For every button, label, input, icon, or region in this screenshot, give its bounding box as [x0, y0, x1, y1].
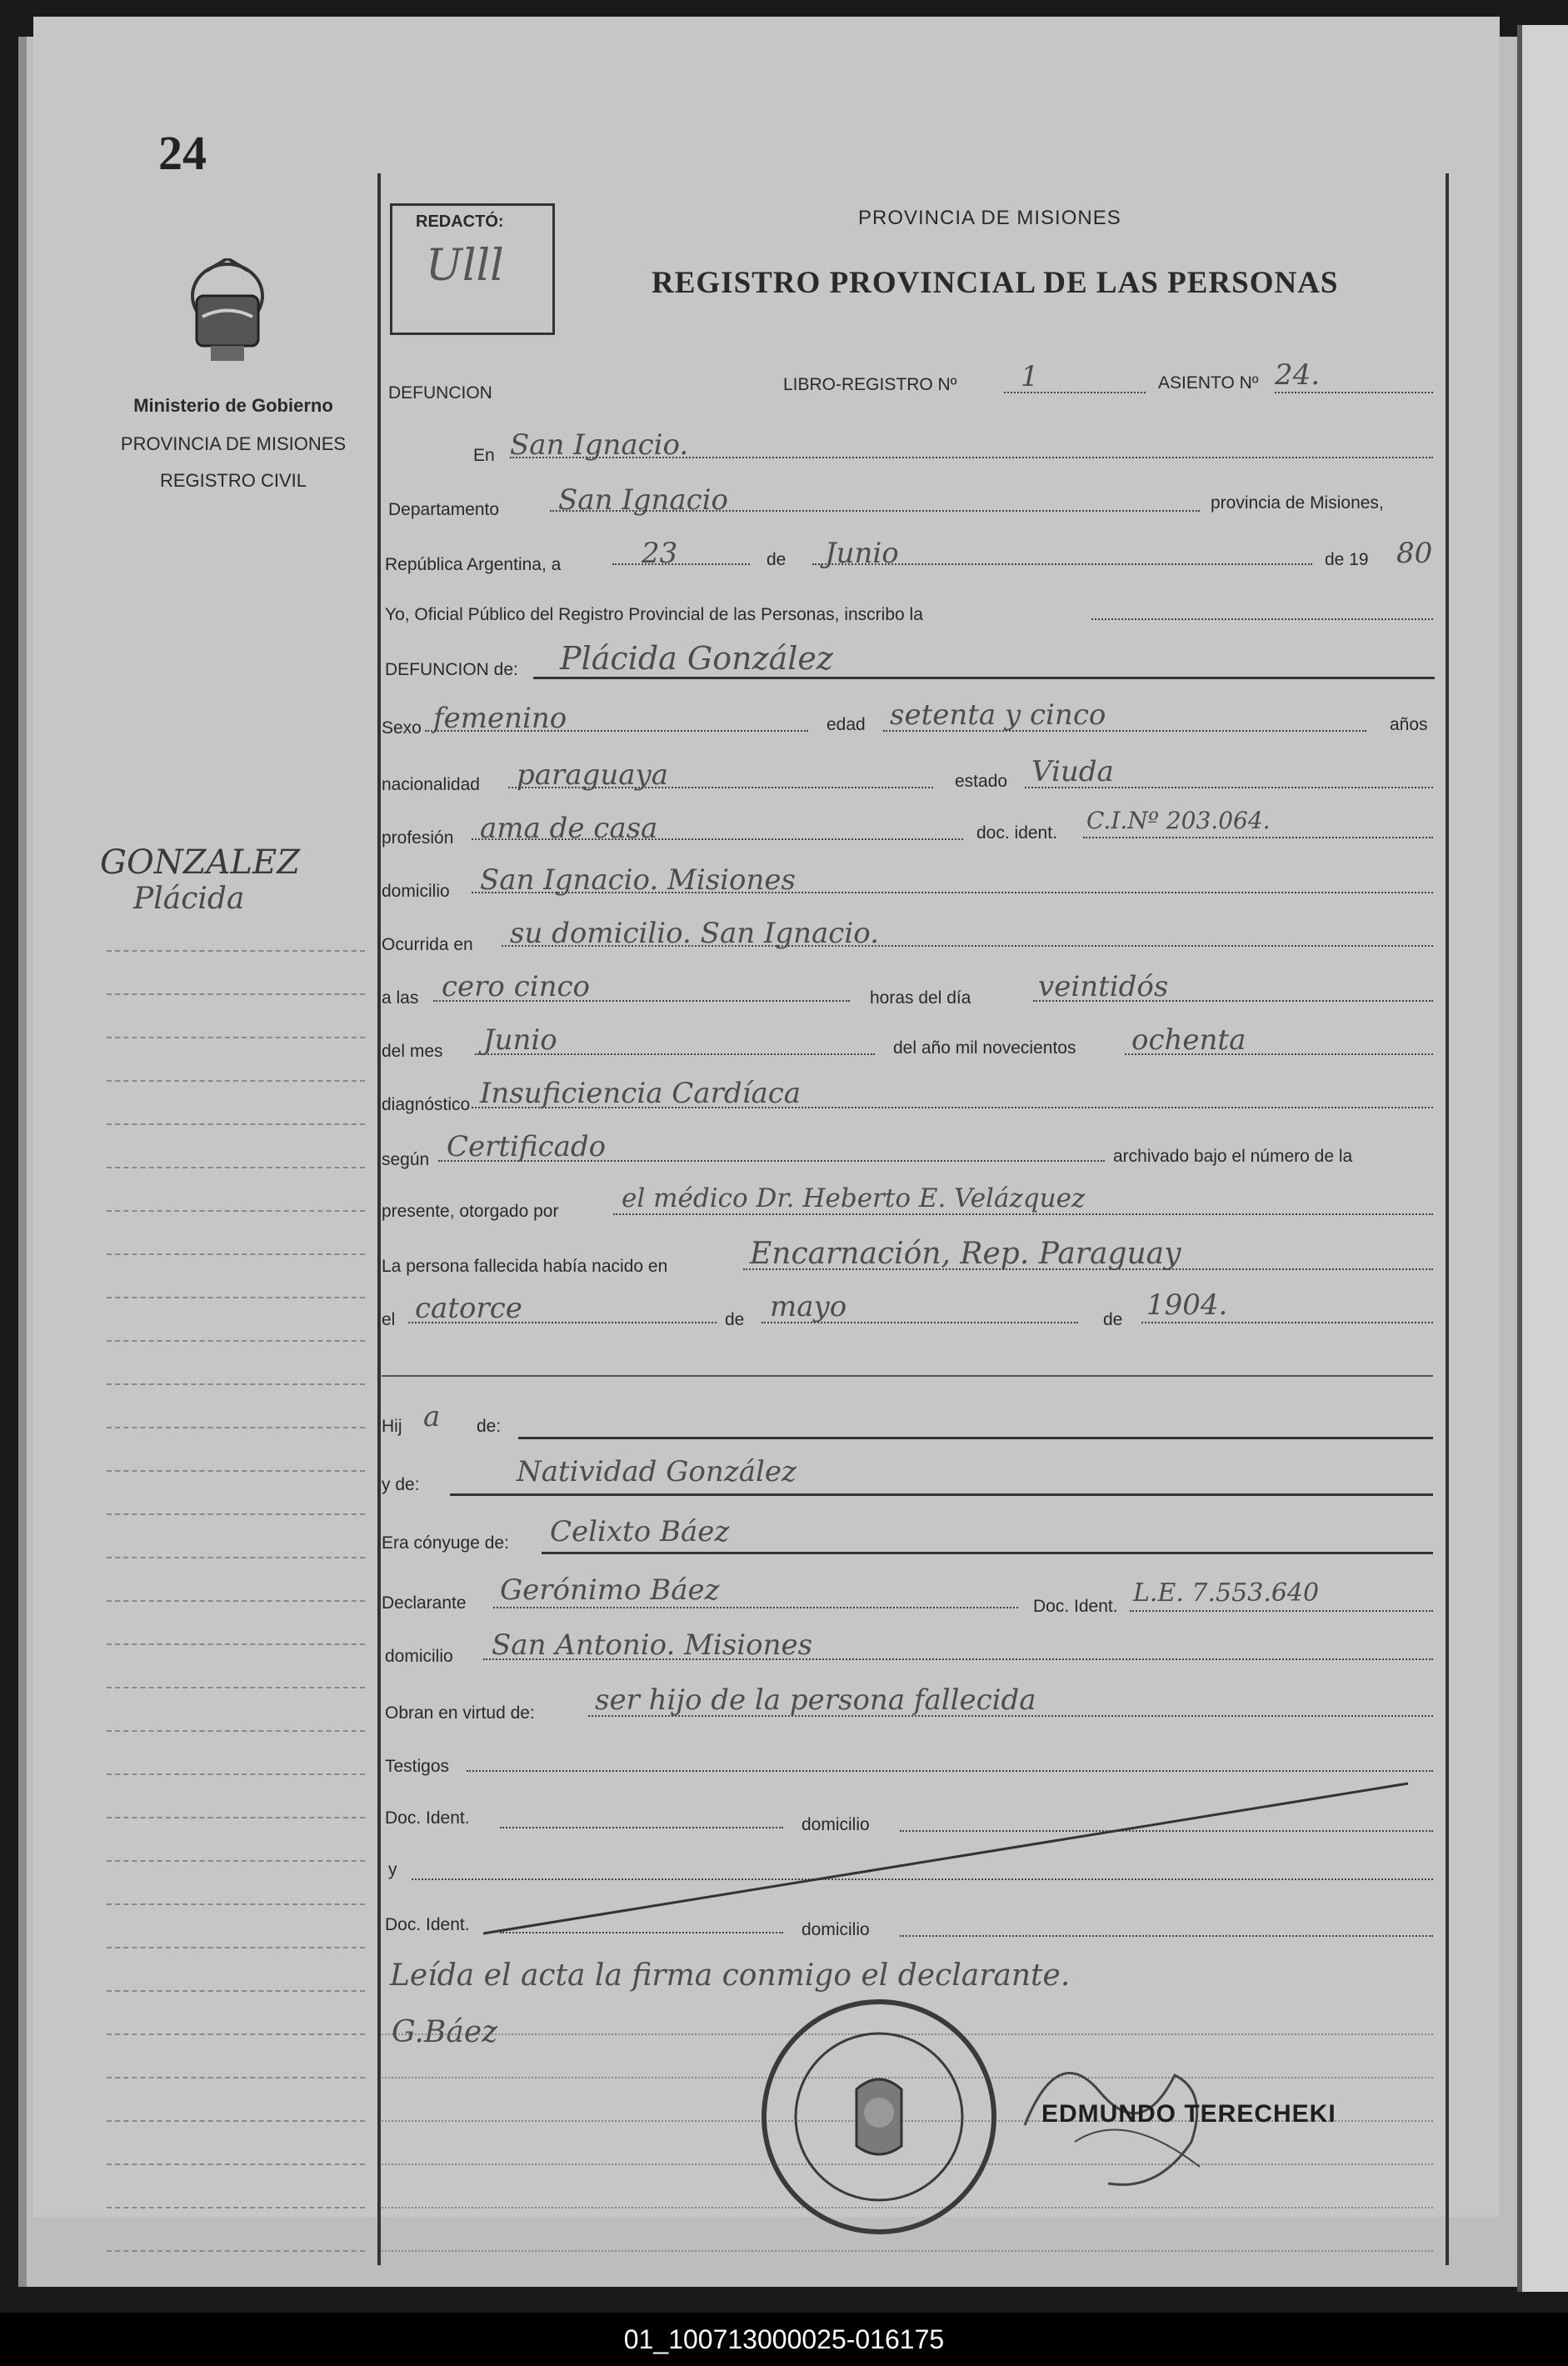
declarante-label: Declarante — [382, 1593, 467, 1613]
binding-edge — [1517, 25, 1568, 2292]
departamento-label: Departamento — [388, 500, 500, 519]
libro-value: 1 — [1021, 360, 1039, 393]
provincia-label: provincia de Misiones, — [1211, 493, 1384, 513]
domicilio2-label: domicilio — [385, 1647, 453, 1666]
presente-value: el médico Dr. Heberto E. Velázquez — [622, 1183, 1086, 1213]
obran-value: ser hijo de la persona fallecida — [595, 1683, 1036, 1717]
departamento-value: San Ignacio — [558, 483, 729, 517]
margin-surname: GONZALEZ — [100, 843, 300, 882]
segun-label: según — [382, 1150, 430, 1169]
el-value: catorce — [415, 1292, 522, 1325]
en-label: En — [473, 446, 495, 465]
profesion-label: profesión — [382, 828, 454, 848]
margin-ruled-lines — [107, 908, 365, 2252]
ocurrida-value: su domicilio. San Ignacio. — [510, 917, 879, 950]
a-las-rule — [433, 1000, 850, 1002]
nacido-value: Encarnación, Rep. Paraguay — [750, 1237, 1181, 1271]
month-value: Junio — [825, 537, 899, 570]
en-rule — [510, 457, 1433, 458]
a-las-value: cero cinco — [442, 970, 591, 1003]
horas-value: veintidós — [1038, 970, 1169, 1003]
ano-mil-value: ochenta — [1131, 1023, 1246, 1057]
defuncion-de-label: DEFUNCION de: — [385, 660, 518, 679]
el-rule — [408, 1322, 717, 1323]
archivado-label: archivado bajo el número de la — [1113, 1147, 1353, 1166]
domicilio-value: San Ignacio. Misiones — [480, 863, 796, 897]
province-coat-of-arms — [182, 258, 273, 367]
ocurrida-rule — [502, 945, 1433, 947]
asiento-label: ASIENTO Nº — [1158, 373, 1259, 393]
diagnostico-value: Insuficiencia Cardíaca — [480, 1077, 801, 1110]
domicilio-rule — [472, 892, 1433, 893]
del-mes-rule — [475, 1053, 875, 1055]
nacido-label: La persona fallecida había nacido en — [382, 1257, 668, 1276]
estado-rule — [1025, 787, 1433, 788]
province-heading: PROVINCIA DE MISIONES — [858, 207, 1121, 229]
cancel-stroke — [483, 1767, 1433, 1950]
ocurrida-label: Ocurrida en — [382, 935, 473, 954]
diagnostico-rule — [472, 1107, 1433, 1108]
section-divider — [382, 1375, 1433, 1377]
margin-given-name: Plácida — [133, 882, 245, 916]
estado-label: estado — [955, 772, 1008, 791]
page-number: 24 — [158, 126, 207, 180]
day-rule — [612, 563, 750, 565]
edad-label: edad — [826, 715, 866, 734]
doc-ident2-rule — [1130, 1610, 1433, 1612]
asiento-rule — [1275, 392, 1433, 393]
domicilio-label: domicilio — [382, 882, 450, 901]
right-border-line — [1446, 173, 1449, 2265]
del-mes-value: Junio — [483, 1023, 557, 1057]
anos-label: años — [1390, 715, 1428, 734]
diagnostico-label: diagnóstico — [382, 1095, 471, 1114]
en-value: San Ignacio. — [510, 428, 689, 462]
del-mes-label: del mes — [382, 1042, 443, 1061]
profesion-rule — [472, 838, 963, 840]
libro-rule — [1004, 392, 1146, 393]
doc-ident-value: C.I.Nº 203.064. — [1086, 807, 1271, 834]
doc-ident4-label: Doc. Ident. — [385, 1915, 470, 1934]
redacto-box — [390, 203, 555, 335]
sexo-label: Sexo — [382, 718, 422, 738]
doc-ident2-label: Doc. Ident. — [1033, 1597, 1118, 1616]
oficial-label: Yo, Oficial Público del Registro Provincial de las Personas, inscribo la — [385, 605, 923, 624]
segun-rule — [438, 1160, 1105, 1162]
doc-ident2-value: L.E. 7.553.640 — [1133, 1578, 1320, 1608]
sexo-rule — [425, 730, 808, 732]
domicilio2-rule — [483, 1658, 1433, 1660]
y-de-rule — [450, 1493, 1433, 1496]
conyuge-value: Celixto Báez — [550, 1515, 730, 1548]
declarante-rule — [493, 1607, 1018, 1608]
registry-round-seal — [758, 1996, 1000, 2238]
left-border-line — [377, 173, 381, 2265]
redacto-initials: Ulll — [426, 241, 504, 291]
registry-title: REGISTRO PROVINCIAL DE LAS PERSONAS — [652, 266, 1339, 300]
oficial-rule — [1091, 618, 1433, 620]
republica-label: República Argentina, a — [385, 555, 562, 574]
domicilio4-label: domicilio — [801, 1920, 870, 1939]
official-name-stamp: EDMUNDO TERECHEKI — [1041, 2100, 1336, 2128]
nacionalidad-value: paraguaya — [517, 758, 668, 792]
record-type: DEFUNCION — [388, 383, 492, 403]
year-prefix-label: de 19 — [1325, 550, 1369, 569]
doc-ident3-label: Doc. Ident. — [385, 1808, 470, 1828]
profesion-value: ama de casa — [480, 812, 658, 845]
presente-label: presente, otorgado por — [382, 1202, 559, 1221]
libro-label: LIBRO-REGISTRO Nº — [783, 375, 957, 394]
image-id-footer: 01_100713000025-016175 — [0, 2313, 1568, 2366]
horas-rule — [1033, 1000, 1433, 1002]
ano-mil-rule — [1125, 1053, 1433, 1055]
horas-label: horas del día — [870, 988, 971, 1008]
y-de-label: y de: — [382, 1475, 420, 1494]
y2-label: y — [388, 1860, 397, 1879]
edad-rule — [883, 730, 1366, 732]
month-rule — [812, 563, 1312, 565]
el-label: el — [382, 1310, 396, 1329]
year-suffix-value: 80 — [1396, 537, 1433, 570]
segun-value: Certificado — [447, 1130, 607, 1163]
redacto-label: REDACTÓ: — [416, 213, 504, 231]
nacionalidad-rule — [508, 787, 933, 788]
obran-rule — [588, 1715, 1433, 1717]
hij-label: Hij — [382, 1417, 402, 1436]
sexo-value: femenino — [433, 702, 567, 735]
nacionalidad-label: nacionalidad — [382, 775, 480, 794]
conyuge-rule — [542, 1552, 1433, 1554]
mes2-value: mayo — [770, 1290, 847, 1323]
hij-value: a — [423, 1400, 441, 1433]
ano2-rule — [1141, 1322, 1433, 1323]
doc-ident-rule — [1083, 837, 1433, 838]
conyuge-label: Era cónyuge de: — [382, 1533, 509, 1553]
estado-value: Viuda — [1031, 755, 1114, 788]
ministry-label: Ministerio de Gobierno — [133, 395, 333, 416]
testigos-label: Testigos — [385, 1757, 450, 1776]
asiento-value: 24. — [1275, 358, 1321, 392]
de-label: de — [767, 550, 786, 569]
departamento-rule — [550, 510, 1200, 512]
de2-label: de — [725, 1310, 745, 1329]
y-de-value: Natividad González — [517, 1455, 796, 1488]
ano2-value: 1904. — [1146, 1288, 1228, 1322]
presente-rule — [613, 1213, 1433, 1215]
domicilio2-value: San Antonio. Misiones — [492, 1628, 813, 1662]
declarant-signature: G.Báez — [392, 2015, 498, 2049]
declarante-value: Gerónimo Báez — [500, 1573, 720, 1607]
domicilio3-label: domicilio — [801, 1815, 870, 1834]
ano-mil-label: del año mil novecientos — [893, 1038, 1076, 1058]
defuncion-de-value: Plácida González — [560, 640, 833, 677]
obran-label: Obran en virtud de: — [385, 1703, 535, 1723]
hij-rule — [518, 1437, 1433, 1439]
province-label-left: PROVINCIA DE MISIONES — [120, 433, 347, 454]
edad-value: setenta y cinco — [890, 698, 1106, 732]
registry-label-left: REGISTRO CIVIL — [159, 470, 307, 491]
day-value: 23 — [642, 537, 678, 570]
de3-label: de — [1103, 1310, 1123, 1329]
defuncion-rule — [533, 677, 1435, 679]
mes2-rule — [762, 1322, 1078, 1323]
nacido-rule — [743, 1268, 1433, 1270]
a-las-label: a las — [382, 988, 419, 1008]
doc-ident-label: doc. ident. — [976, 823, 1057, 843]
closing-note: Leída el acta la firma conmigo el declarante. — [390, 1958, 1071, 1993]
hij-de-label: de: — [477, 1417, 502, 1436]
